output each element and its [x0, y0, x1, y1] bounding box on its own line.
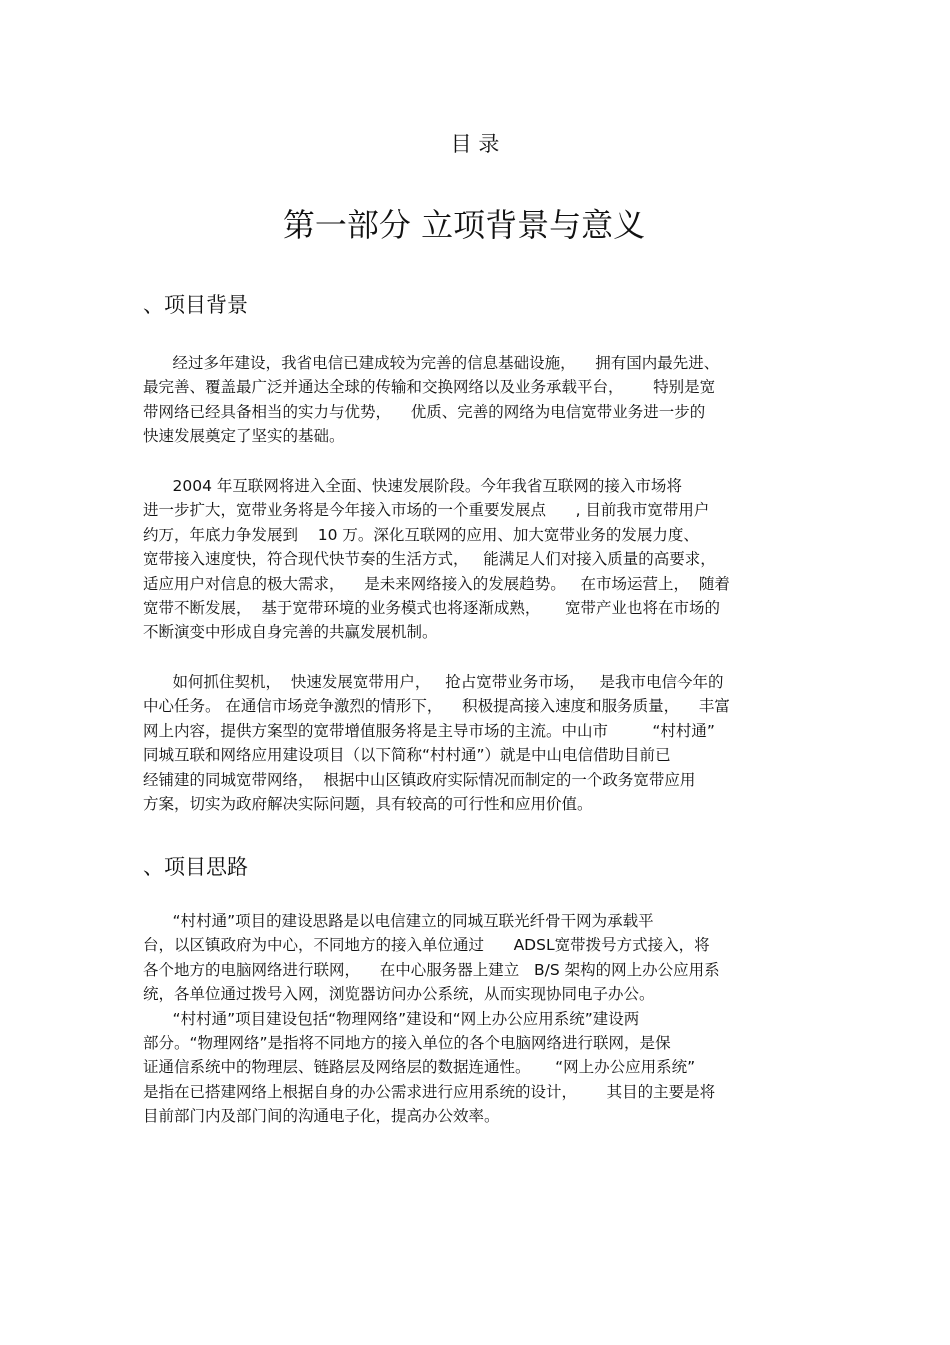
- text-line: 带网络已经具备相当的实力与优势， 优质、完善的网络为电信宽带业务进一步的: [143, 402, 706, 421]
- text-line: 适应用户对信息的极大需求， 是未来网络接入的发展趋势。 在市场运营上， 随着: [143, 574, 730, 593]
- section-heading-background: 、项目背景: [143, 293, 248, 317]
- text-line: 是指在已搭建网络上根据自身的办公需求进行应用系统的设计， 其目的主要是将: [143, 1082, 716, 1101]
- text-line: 2004 年互联网将进入全面、快速发展阶段。今年我省互联网的接入市场将: [143, 477, 682, 495]
- text-line: 同城互联和网络应用建设项目（以下简称“村村通”）就是中山电信借助目前已: [143, 746, 671, 765]
- text-line: 经过多年建设，我省电信已建成较为完善的信息基础设施， 拥有国内最先进、: [143, 354, 720, 372]
- text-line: 目前部门内及部门间的沟通电子化，提高办公效率。: [143, 1107, 500, 1126]
- text-line: 宽带接入速度快，符合现代快节奏的生活方式， 能满足人们对接入质量的高要求，: [143, 550, 716, 569]
- text-line: 证通信系统中的物理层、链路层及网络层的数据连通性。 “网上办公应用系统”: [143, 1058, 696, 1077]
- toc-title: 目 录: [450, 132, 500, 156]
- paragraph: [143, 474, 808, 645]
- text-line: 中心任务。 在通信市场竞争激烈的情形下， 积极提高接入速度和服务质量， 丰富: [143, 697, 730, 716]
- text-line: 如何抓住契机， 快速发展宽带用户， 抢占宽带业务市场， 是我市电信今年的: [143, 673, 724, 691]
- paragraph: [143, 670, 808, 816]
- paragraph: [143, 351, 808, 449]
- paragraph: [143, 909, 808, 1129]
- text-line: 宽带不断发展， 基于宽带环境的业务模式也将逐渐成熟， 宽带产业也将在市场的: [143, 599, 720, 618]
- text-line: 不断演变中形成自身完善的共赢发展机制。: [143, 623, 438, 642]
- section-heading-approach: 、项目思路: [143, 855, 248, 879]
- text-line: 快速发展奠定了坚实的基础。: [143, 427, 345, 446]
- text-line: “村村通”项目的建设思路是以电信建立的同城互联光纤骨干网为承载平: [143, 912, 654, 930]
- text-line: 台，以区镇政府为中心，不同地方的接入单位通过 ADSL宽带拨号方式接入，将: [143, 936, 710, 955]
- text-line: “村村通”项目建设包括“物理网络”建设和“网上办公应用系统”建设两: [143, 1009, 640, 1028]
- text-line: 部分。“物理网络”是指将不同地方的接入单位的各个电脑网络进行联网，是保: [143, 1034, 671, 1053]
- part-title: 第一部分 立项背景与意义: [282, 206, 646, 244]
- text-line: 最完善、覆盖最广泛并通达全球的传输和交换网络以及业务承载平台， 特别是宽: [143, 378, 716, 397]
- text-line: 进一步扩大，宽带业务将是今年接入市场的一个重要发展点 , 目前我市宽带用户: [143, 501, 710, 520]
- text-line: 各个地方的电脑网络进行联网， 在中心服务器上建立 B/S 架构的网上办公应用系: [143, 960, 720, 979]
- text-line: 统，各单位通过拨号入网，浏览器访问办公系统，从而实现协同电子办公。: [143, 985, 655, 1004]
- text-line: 网上内容，提供方案型的宽带增值服务将是主导市场的主流。中山市 “村村通”: [143, 721, 715, 740]
- text-line: 方案，切实为政府解决实际问题，具有较高的可行性和应用价值。: [143, 795, 593, 814]
- text-line: 经铺建的同城宽带网络， 根据中山区镇政府实际情况而制定的一个政务宽带应用: [143, 770, 696, 789]
- text-line: 约万，年底力争发展到 10 万。深化互联网的应用、加大宽带业务的发展力度、: [143, 525, 699, 544]
